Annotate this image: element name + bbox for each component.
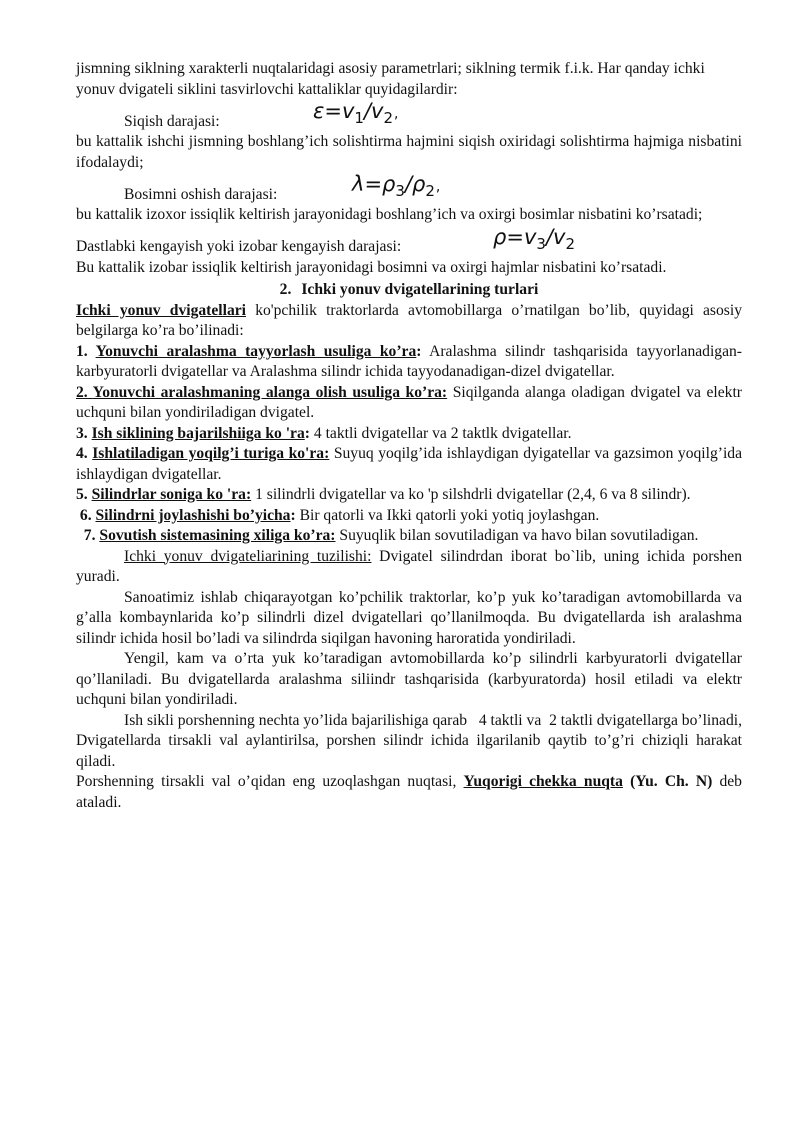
formula-label: Dastlabki kengayish yoki izobar kengayish darajasi:	[76, 238, 402, 255]
lead-paragraph: Ichki yonuv dvigatellari ko'pchilik traktorlarda avtomobillarga o’rnatilgan bo’lib, quyidagi asosiy belgilarga ko’ra bo’ilinadi:	[76, 301, 742, 339]
list-item: 4. Ishlatiladigan yoqilg’i turiga ko'ra: Suyuq yoqilg’ida ishlaydigan dyigatellar va gazsimon yoqilg’ida ishlaydigan dvigatellar.	[76, 445, 742, 483]
formula-pressure-ratio	[76, 172, 742, 205]
structure-term: Ichki yonuv dvigateliarining tuzilishi:	[124, 547, 372, 565]
list-item: 3. Ish siklining bajarilshiiga ko 'ra: 4 taktli dvigatellar va 2 taktlk dvigatellar.	[76, 424, 572, 442]
classification-list	[76, 342, 742, 547]
formula-expression: $\lambda=\rho_3/\rho_2$,	[352, 172, 441, 200]
list-item: 7. Sovutish sistemasining xiliga ko’ra: Suyuqlik bilan sovutiladigan va havo bilan sovutiladigan.	[76, 527, 699, 544]
formula-label: Siqish darajasi:	[124, 112, 220, 130]
formula-expression: $\varepsilon=v_1/v_2$,	[313, 99, 399, 127]
body-paragraph: Porshenning tirsakli val o’qidan eng uzoqlashgan nuqtasi, Yuqorigi chekka nuqta (Yu. Ch. N) deb ataladi.	[76, 773, 742, 811]
formula-description: Bu kattalik izobar issiqlik keltirish jarayonidagi bosimni va oxirgi hajmlar nisbatini ko’rsatadi.	[76, 258, 667, 276]
formula-expression: $\rho=v_3/v_2$	[493, 224, 575, 253]
formula-label: Bosimni oshish darajasi:	[124, 185, 278, 203]
list-item: 6. Silindrni joylashishi bo’yicha: Bir qatorli va Ikki qatorli yoki yotiq joylashgan.	[76, 506, 600, 524]
formula-description: bu kattalik ishchi jismning boshlang’ich solishtirma hajmini siqish oxiridagi solishtirma hajmiga nisbatini ifodalaydi;	[76, 133, 742, 171]
list-item: 5. Silindrlar soniga ko 'ra: 1 silindrli dvigatellar va ko 'p silshdrli dvigatellar (2,4, 6 va 8 silindr).	[76, 486, 691, 503]
intro-paragraph: jismning siklning xarakterli nuqtalaridagi asosiy parametrlari; siklning termik f.i.k. Har qanday ichki yonuv dvigateli siklini tasvirlovchi kattaliklar quyidagilardir:	[76, 60, 705, 98]
structure-paragraph: Ichki yonuv dvigateliarining tuzilishi: Dvigatel silindrdan iborat bo`lib, uning ichida porshen yuradi.	[76, 547, 742, 585]
body-paragraph: Yengil, kam va o’rta yuk ko’taradigan avtomobillarda ko’p silindrli karbyuratorli dvigatellar qo’llaniladi. Bu dvigatellarda aralashma siliindr tashqarisida (karbyuratorda) hosil etiladi va elektr uchquni bilan yondiriladi.	[76, 650, 742, 708]
section-heading: 2. Ichki yonuv dvigatellarining turlari	[279, 281, 539, 298]
lead-term: Ichki yonuv dvigatellari	[76, 301, 247, 319]
body-paragraph: Ish sikli porshenning nechta yo’lida bajarilishiga qarab 4 taktli va 2 taktli dvigatellarga bo’linadi, Dvigatellarda tirsakli val aylantirilsa, porshen silindr ichida ilgarilanib qaytib to’g’ri chiziqli harakat qiladi.	[76, 711, 746, 770]
list-item: 1. Yonuvchi aralashma tayyorlash usuliga ko’ra: Aralashma silindr tashqarisida tayyorlanadigan-karbyuratorli dvigatellar va Aralashma silindr ichida tayyodanadigan-dizel dvigatellar.	[76, 342, 743, 380]
formula-description: bu kattalik izoxor issiqlik keltirish jarayonidagi boshlang’ich va oxirgi bosimlar nisbatini ko’rsatadi;	[76, 206, 703, 223]
list-item: 2. Yonuvchi aralashmaning alanga olish usuliga ko’ra: Siqilganda alanga oladigan dvigatel va elektr uchquni bilan yondiriladigan dvigatel.	[76, 383, 742, 421]
formula-expansion-ratio	[76, 224, 742, 258]
formula-compression-ratio	[76, 99, 742, 132]
document-page	[76, 59, 746, 813]
body-paragraph: Sanoatimiz ishlab chiqarayotgan ko’pchilik traktorlar, ko’p yuk ko’taradigan avtomobillarda va g’alla kombaynlarida ko’p silindrli dizel dvigatellari qo’llanilmoqda. Bu dvigatellarda ish aralashma silindr ichida hosil bo’ladi va silindrda siqilgan havoning haroratida yondiriladi.	[76, 588, 742, 647]
tdc-term: Yuqorigi chekka nuqta	[463, 773, 623, 790]
